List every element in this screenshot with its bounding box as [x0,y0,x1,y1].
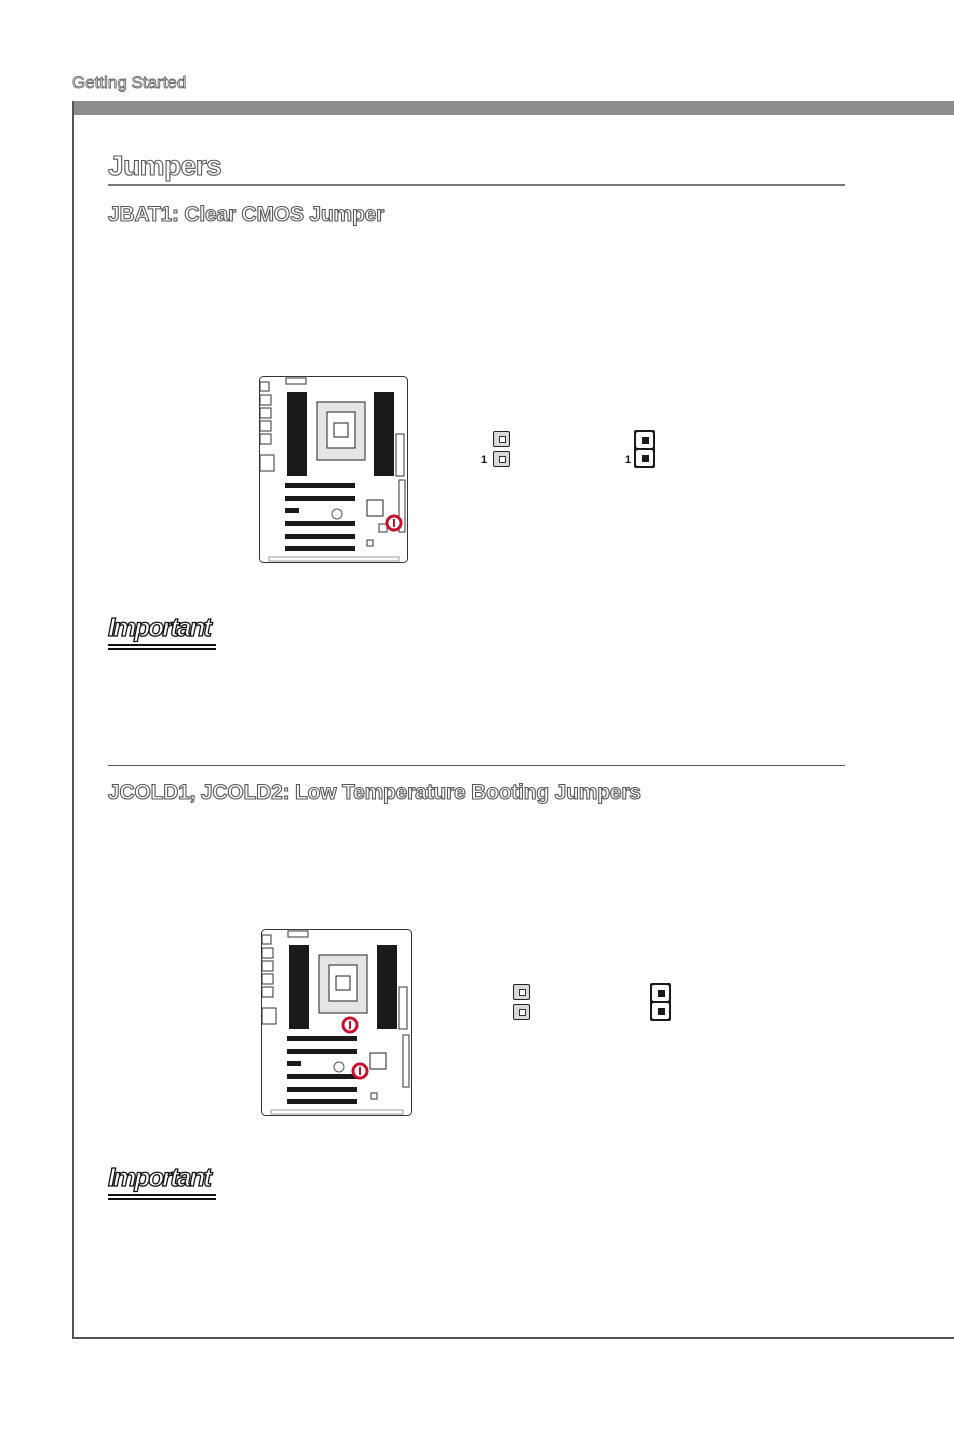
jumper-pin-open-bottom [493,451,510,467]
header-label: Getting Started [72,73,187,92]
jumper-pin-open-top [513,984,530,1000]
left-margin-rule [72,101,74,1339]
important-underline [108,1198,216,1200]
jumper-pin-closed-bottom [652,1003,669,1019]
section-divider [108,765,845,766]
important-underline [108,648,216,650]
jumper-pin1-label-open: 1 [481,454,488,466]
important-underline [108,644,216,646]
jumper-pin-closed-top [652,985,669,1001]
jumper-pin-closed-bottom [636,450,653,466]
jbat1-heading: JBAT1: Clear CMOS Jumper [108,203,385,226]
important-note-jbat1 [108,612,216,650]
motherboard-diagram-jbat1 [259,376,409,564]
motherboard-diagram-jcold [261,929,413,1117]
important-underline [108,1194,216,1196]
title-rule [108,184,845,186]
important-label: Important [108,1162,210,1192]
header-bar [72,101,954,115]
important-note-jcold [108,1162,216,1200]
important-label: Important [108,612,210,642]
jumper-pin-open-bottom [513,1004,530,1020]
jumper-pin-closed-top [636,432,653,448]
jumper-pin-open-top [493,431,510,447]
jumper-pin1-label-closed: 1 [625,454,632,466]
jumper-cap-closed [650,983,671,1021]
jcold-heading: JCOLD1, JCOLD2: Low Temperature Booting Jumpers [108,781,641,804]
footer-rule [72,1337,954,1339]
page-title: Jumpers [108,150,222,181]
jumper-cap-closed [634,430,655,468]
